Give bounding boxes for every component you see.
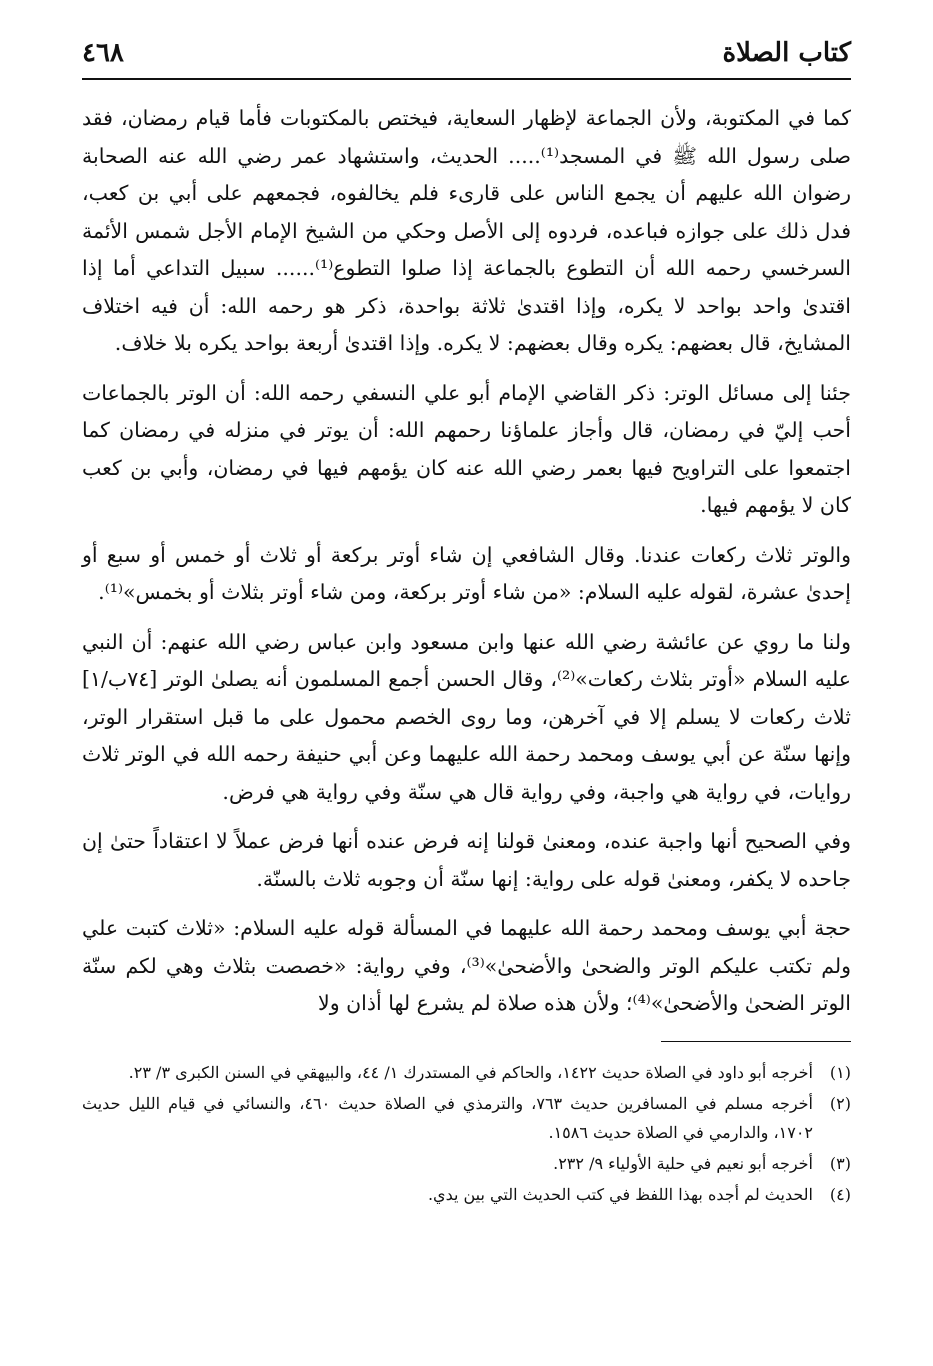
- footnotes: [82, 1058, 851, 1209]
- paragraph: وفي الصحيح أنها واجبة عنده، ومعنىٰ قولنا إنه فرض عنده أنها فرض عملاً لا اعتقاداً حتىٰ إن جاحده لا يكفر، ومعنىٰ قوله على رواية: إنها سنّة أن وجوبه ثلاث بالسنّة.: [82, 829, 851, 891]
- footnote-text: أخرجه أبو نعيم في حلية الأولياء ٩/ ٢٣٢.: [553, 1153, 813, 1173]
- paragraph: حجة أبي يوسف ومحمد رحمة الله عليهما في المسألة قوله عليه السلام: «ثلاث كتبت علي ولم تكتب عليكم الوتر والضحىٰ والأضحىٰ»⁽³⁾، وفي رواية: «خصصت بثلاث وهي لكم سنّة الوتر الضحىٰ والأضحىٰ»⁽⁴⁾؛ ولأن هذه صلاة لم يشرع لها أذان ولا: [82, 916, 851, 1015]
- footnote-number: (٣): [829, 1153, 851, 1173]
- paragraph: والوتر ثلاث ركعات عندنا. وقال الشافعي إن شاء أوتر بركعة أو ثلاث أو خمس أو سبع أو إحدىٰ عشرة، لقوله عليه السلام: «من شاء أوتر بركعة، ومن شاء أوتر بثلاث أو بخمس»⁽¹⁾.: [82, 542, 851, 604]
- footnote: [82, 1180, 851, 1209]
- footnote: [82, 1149, 851, 1178]
- footnote-text: أخرجه مسلم في المسافرين حديث ٧٦٣، والترمذي في الصلاة حديث ٤٦٠، والنسائي في قيام الليل حديث ١٧٠٢، والدارمي في الصلاة حديث ١٥٨٦.: [82, 1093, 814, 1142]
- page-number: ٤٦٨: [82, 38, 124, 68]
- page-header: [82, 30, 851, 74]
- header-rule: [82, 78, 851, 80]
- main-text: [82, 100, 851, 1023]
- chapter-title: كتاب الصلاة: [722, 38, 851, 68]
- footnote-text: الحديث لم أجده بهذا اللفظ في كتب الحديث التي بين يدي.: [427, 1184, 813, 1204]
- footnote-number: (٢): [829, 1093, 851, 1113]
- footnote-rule: [661, 1041, 851, 1042]
- footnote-number: (٤): [829, 1184, 851, 1204]
- paragraph: جئنا إلى مسائل الوتر: ذكر القاضي الإمام أبو علي النسفي رحمه الله: أن الوتر بالجماعات أحب إليّ في رمضان، قال وأجاز علماؤنا رحمهم الله: أن يوتر في منزله في رمضان كما اجتمعوا على التراويح فيها بعمر رضي الله عنه كان يؤمهم فيها في رمضان، وأبي بن كعب كان لا يؤمهم فيها.: [82, 380, 851, 517]
- paragraph: ولنا ما روي عن عائشة رضي الله عنها وابن مسعود وابن عباس رضي الله عنهم: أن النبي عليه السلام «أوتر بثلاث ركعات»⁽²⁾، وقال الحسن أجمع المسلمون أنه يصلىٰ الوتر [٧٤ب/١] ثلاث ركعات لا يسلم إلا في آخرهن، وما روى الخصم محمول على ما قبل استقرار الوتر، وإنها سنّة عن أبي يوسف ومحمد رحمة الله عليهما وعن أبي حنيفة رحمه الله في الوتر ثلاث روايات، في رواية هي واجبة، وفي رواية قال هي سنّة وفي رواية هي فرض.: [82, 629, 851, 804]
- footnote: [82, 1089, 851, 1147]
- footnote: [82, 1058, 851, 1087]
- paragraph: كما في المكتوبة، ولأن الجماعة لإظهار السعاية، فيختص بالمكتوبات فأما قيام رمضان، فقد صلى رسول الله ﷺ في المسجد⁽¹⁾..... الحديث، واستشهاد عمر رضي الله عنه الصحابة رضوان الله عليهم أن يجمع الناس على قارىء فلم يخالفوه، فجمعهم على أبي بن كعب، فدل ذلك على جوازه فباعده، فردوه إلى الأصل وحكي من الشيخ الإمام الأجل شمس الأئمة السرخسي رحمه الله أن التطوع بالجماعة إذا صلوا التطوع⁽¹⁾...... سبيل التداعي أما إذا اقتدىٰ واحد بواحد لا يكره، وإذا اقتدىٰ ثلاثة بواحدة، ذكر هو رحمه الله: أن فيه اختلاف المشايخ، قال بعضهم: يكره وقال بعضهم: لا يكره. وإذا اقتدىٰ أربعة بواحد يكره بلا خلاف.: [82, 106, 852, 355]
- footnote-number: (١): [829, 1062, 851, 1082]
- footnote-text: أخرجه أبو داود في الصلاة حديث ١٤٢٢، والحاكم في المستدرك ١/ ٤٤، والبيهقي في السنن الكبرى ٣/ ٢٣.: [128, 1062, 813, 1082]
